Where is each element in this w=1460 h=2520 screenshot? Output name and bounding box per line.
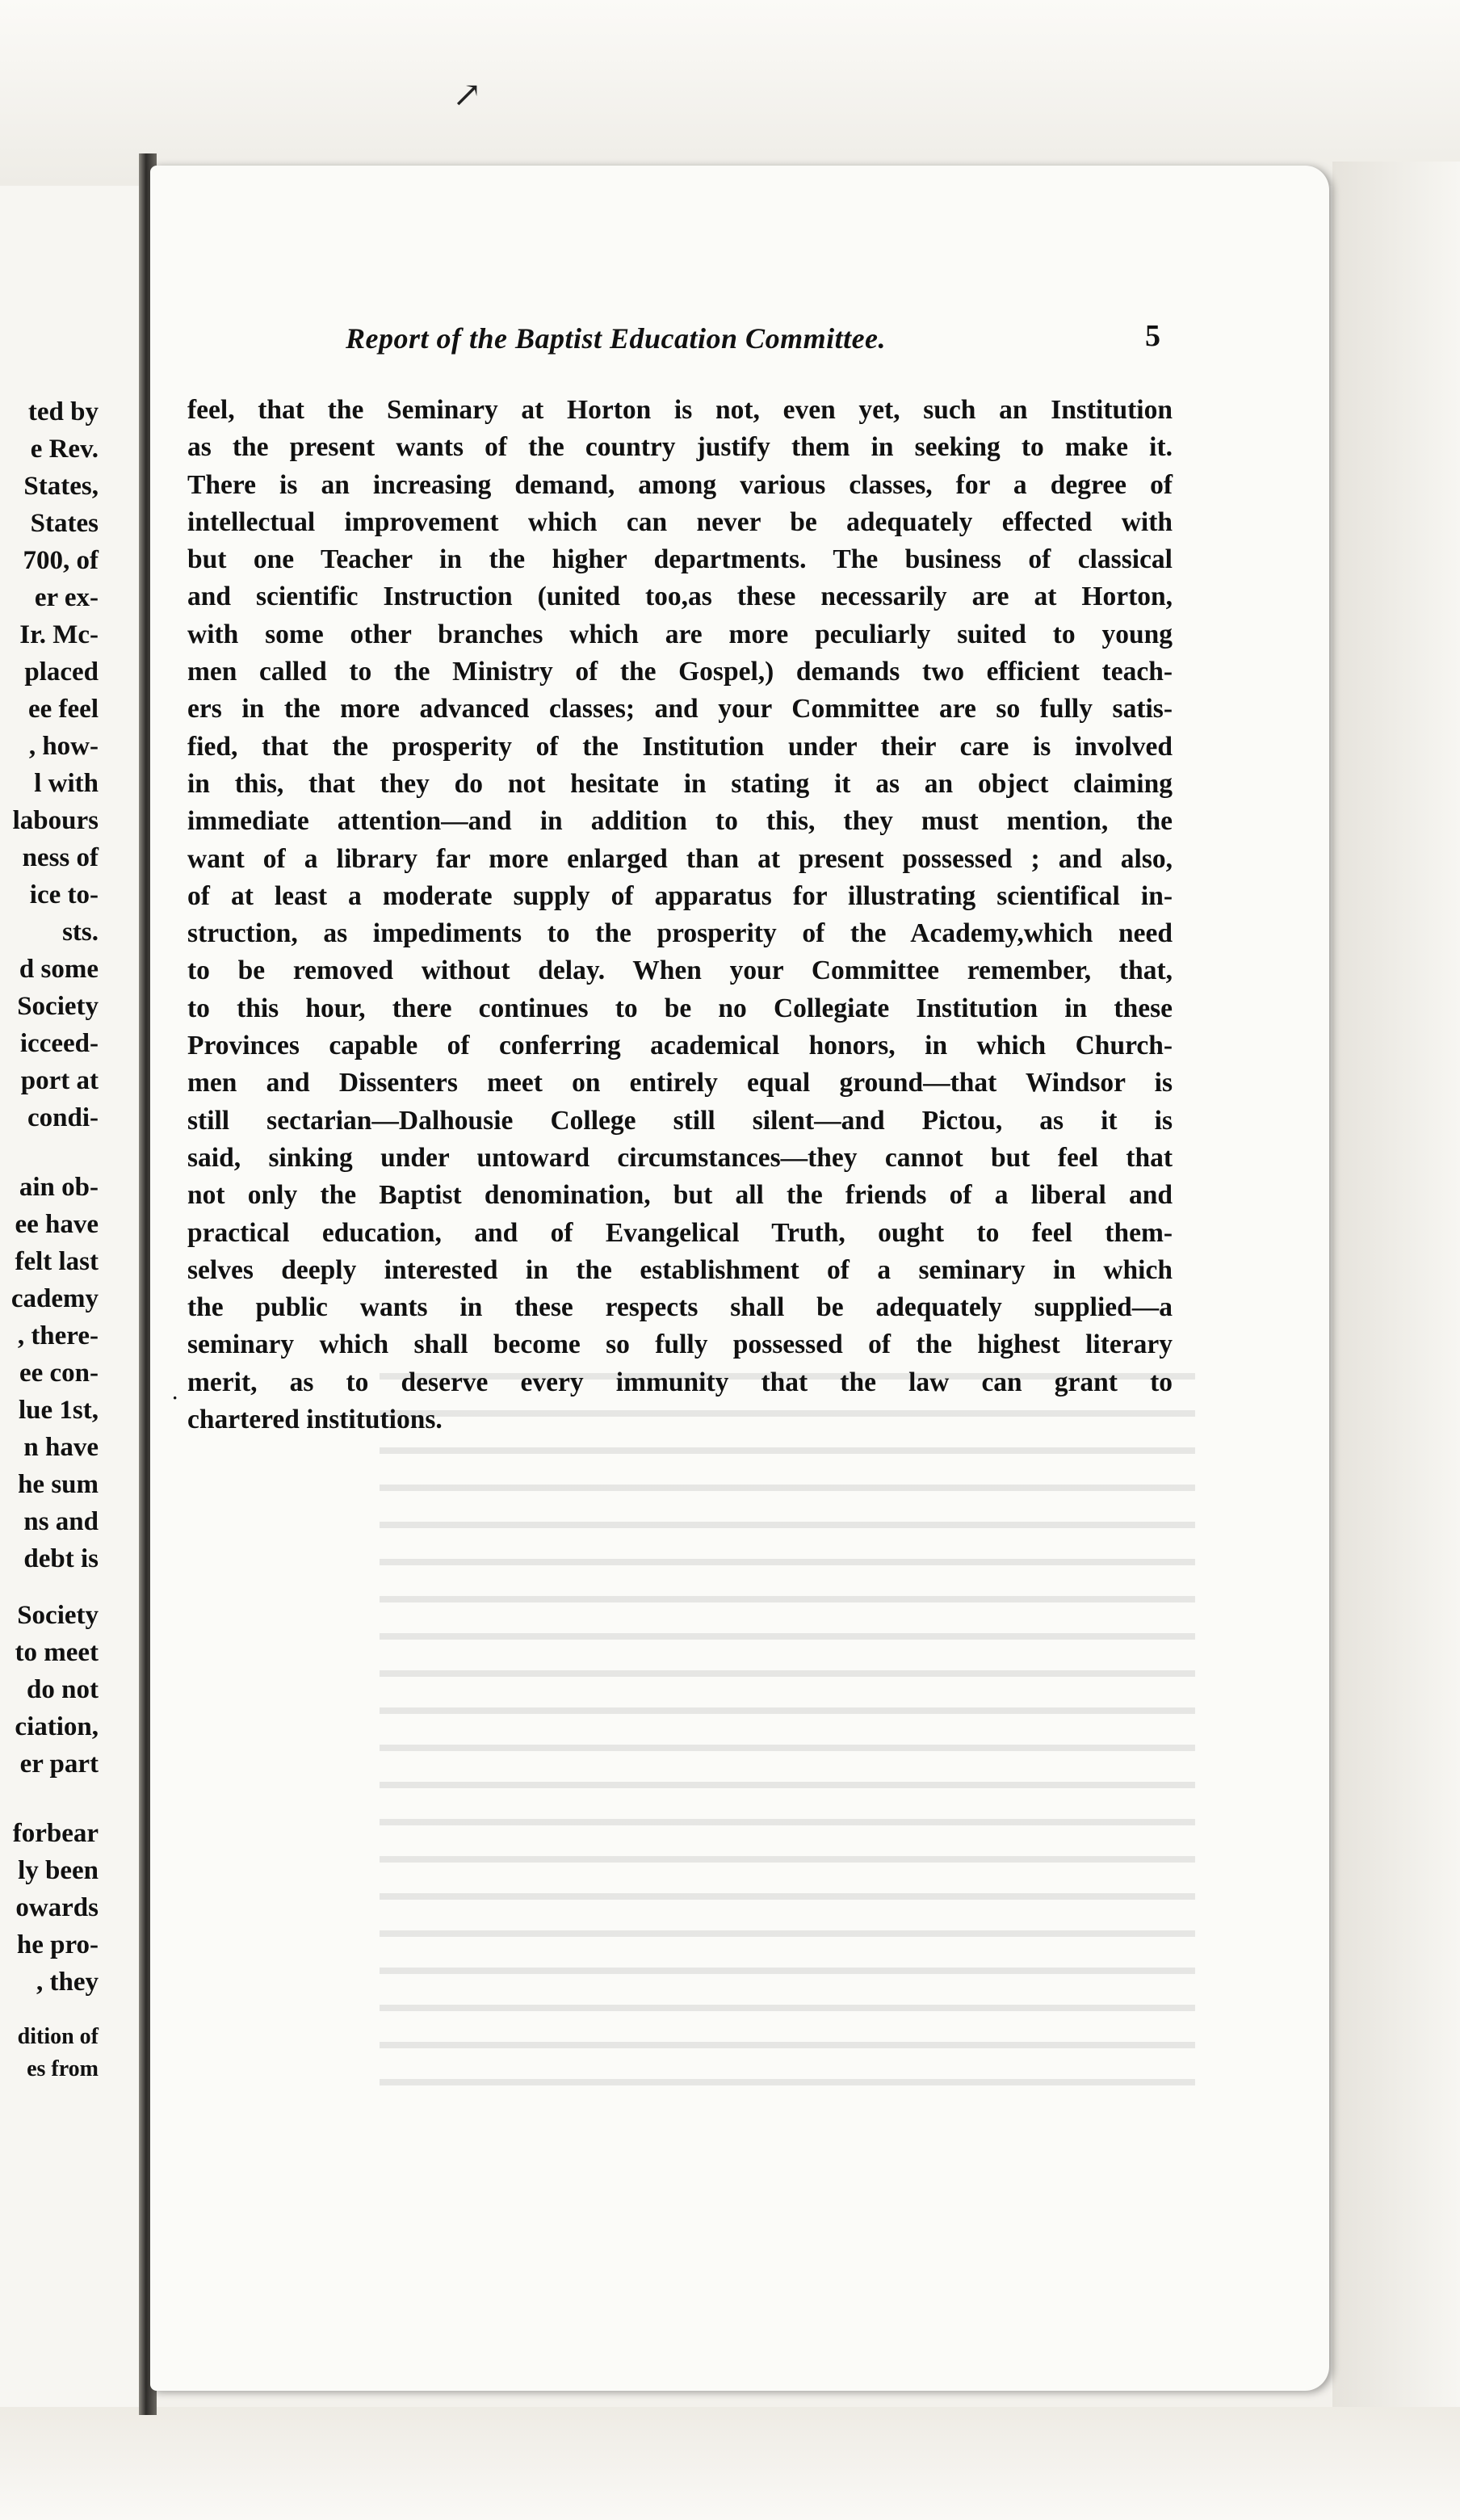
left-fragment: , they	[36, 1968, 99, 1997]
text-line: not only the Baptist denomination, but all the friends of a liberal and	[187, 1180, 1173, 1211]
text-line: intellectual improvement which can never be adequately effected with	[187, 506, 1173, 537]
left-fragment: ly been	[18, 1856, 99, 1885]
left-fragment: port at	[20, 1066, 99, 1095]
facing-page-left	[0, 186, 139, 2407]
left-fragment: felt last	[15, 1247, 99, 1276]
left-fragment: n have	[23, 1433, 99, 1462]
text-line: with some other branches which are more peculiarly suited to young	[187, 619, 1173, 649]
text-line: chartered institutions.	[187, 1405, 443, 1435]
text-line: Provinces capable of conferring academical honors, in which Church-	[187, 1031, 1173, 1061]
text-line: still sectarian—Dalhousie College still silent—and Pictou, as it is	[187, 1105, 1173, 1136]
left-fragment: condi-	[27, 1103, 99, 1132]
left-fragment: d some	[19, 955, 99, 984]
left-fragment: ns and	[23, 1507, 99, 1536]
scan-background-right	[1332, 162, 1460, 2520]
text-line: ers in the more advanced classes; and your Committee are so fully satis-	[187, 694, 1173, 724]
text-line: practical education, and of Evangelical Truth, ought to feel them-	[187, 1217, 1173, 1248]
text-line: of at least a moderate supply of apparatus for illustrating scientifical in-	[187, 880, 1173, 911]
left-fragment: , there-	[17, 1321, 99, 1350]
text-line: in this, that they do not hesitate in stating it as an object claiming	[187, 768, 1173, 799]
left-fragment: ee feel	[28, 695, 99, 724]
left-fragment: States,	[23, 472, 99, 501]
left-fragment: to meet	[15, 1638, 99, 1667]
left-fragment: ee con-	[19, 1359, 99, 1388]
left-fragment: owards	[15, 1893, 99, 1922]
left-fragment: e Rev.	[30, 435, 99, 464]
left-fragment: er part	[19, 1749, 99, 1779]
left-fragment: ee have	[15, 1210, 99, 1239]
text-line: to this hour, there continues to be no Collegiate Institution in these	[187, 993, 1173, 1023]
left-fragment: l with	[34, 769, 99, 798]
left-fragment: forbear	[12, 1819, 99, 1848]
left-fragment: dition of	[17, 2024, 99, 2049]
text-line: selves deeply interested in the establishment of a seminary in which	[187, 1254, 1173, 1285]
scan-background-bottom	[0, 2407, 1460, 2520]
text-line: the public wants in these respects shall be adequately supplied—a	[187, 1292, 1173, 1323]
show-through-text	[380, 1373, 1195, 2100]
running-head	[0, 321, 1460, 362]
left-fragment: icceed-	[19, 1029, 99, 1058]
text-line: merit, as to deserve every immunity that the law can grant to	[187, 1367, 1173, 1397]
running-head-title: Report of the Baptist Education Committee.	[346, 322, 887, 355]
text-line: said, sinking under untoward circumstances—they cannot but feel that	[187, 1142, 1173, 1173]
left-fragment: do not	[27, 1675, 99, 1704]
left-fragment: Society	[17, 1601, 99, 1630]
text-line: but one Teacher in the higher departments. The business of classical	[187, 544, 1173, 575]
text-line: immediate attention—and in addition to this, they must mention, the	[187, 806, 1173, 837]
text-line: men called to the Ministry of the Gospel,) demands two efficient teach-	[187, 657, 1173, 687]
left-fragment: es from	[27, 2056, 99, 2081]
text-line: to be removed without delay. When your Committee remember, that,	[187, 956, 1173, 986]
text-line: as the present wants of the country justify them in seeking to make it.	[187, 432, 1173, 463]
left-fragment: Society	[17, 992, 99, 1021]
text-line: feel, that the Seminary at Horton is not, even yet, such an Institution	[187, 395, 1173, 425]
left-fragment: placed	[24, 657, 99, 687]
left-fragment: sts.	[62, 918, 99, 947]
text-line: fied, that the prosperity of the Institution under their care is involved	[187, 731, 1173, 762]
text-line: want of a library far more enlarged than at present possessed ; and also,	[187, 843, 1173, 874]
left-fragment: debt is	[23, 1544, 99, 1573]
left-fragment: ciation,	[15, 1712, 99, 1741]
text-line: There is an increasing demand, among various classes, for a degree of	[187, 469, 1173, 500]
left-fragment: er ex-	[34, 583, 99, 612]
left-fragment: ice to-	[29, 880, 99, 909]
text-line: and scientific Instruction (united too,as these necessarily are at Horton,	[187, 582, 1173, 612]
left-fragment: ain ob-	[19, 1173, 99, 1202]
left-fragment: cademy	[10, 1284, 99, 1313]
text-line: men and Dissenters meet on entirely equal ground—that Windsor is	[187, 1068, 1173, 1098]
text-line: seminary which shall become so fully possessed of the highest literary	[187, 1329, 1173, 1360]
left-fragment: ness of	[22, 843, 99, 872]
margin-dot: ·	[172, 1388, 178, 1408]
text-line: struction, as impediments to the prosperity of the Academy,which need	[187, 918, 1173, 949]
left-fragment: States	[30, 509, 99, 538]
left-fragment: 700, of	[23, 546, 99, 575]
scan-background-top	[0, 0, 1460, 186]
left-fragment: he pro-	[16, 1930, 99, 1959]
left-fragment: ted by	[27, 397, 99, 426]
left-fragment: lue 1st,	[19, 1396, 99, 1425]
body-paragraph	[187, 392, 1173, 1438]
left-fragment: he sum	[18, 1470, 99, 1499]
left-fragment: , how-	[28, 732, 99, 761]
left-fragment: labours	[12, 806, 99, 835]
page-number: 5	[1145, 319, 1160, 353]
stray-ink-mark: ↗	[452, 75, 482, 115]
left-fragment: Ir. Mc-	[19, 620, 99, 649]
